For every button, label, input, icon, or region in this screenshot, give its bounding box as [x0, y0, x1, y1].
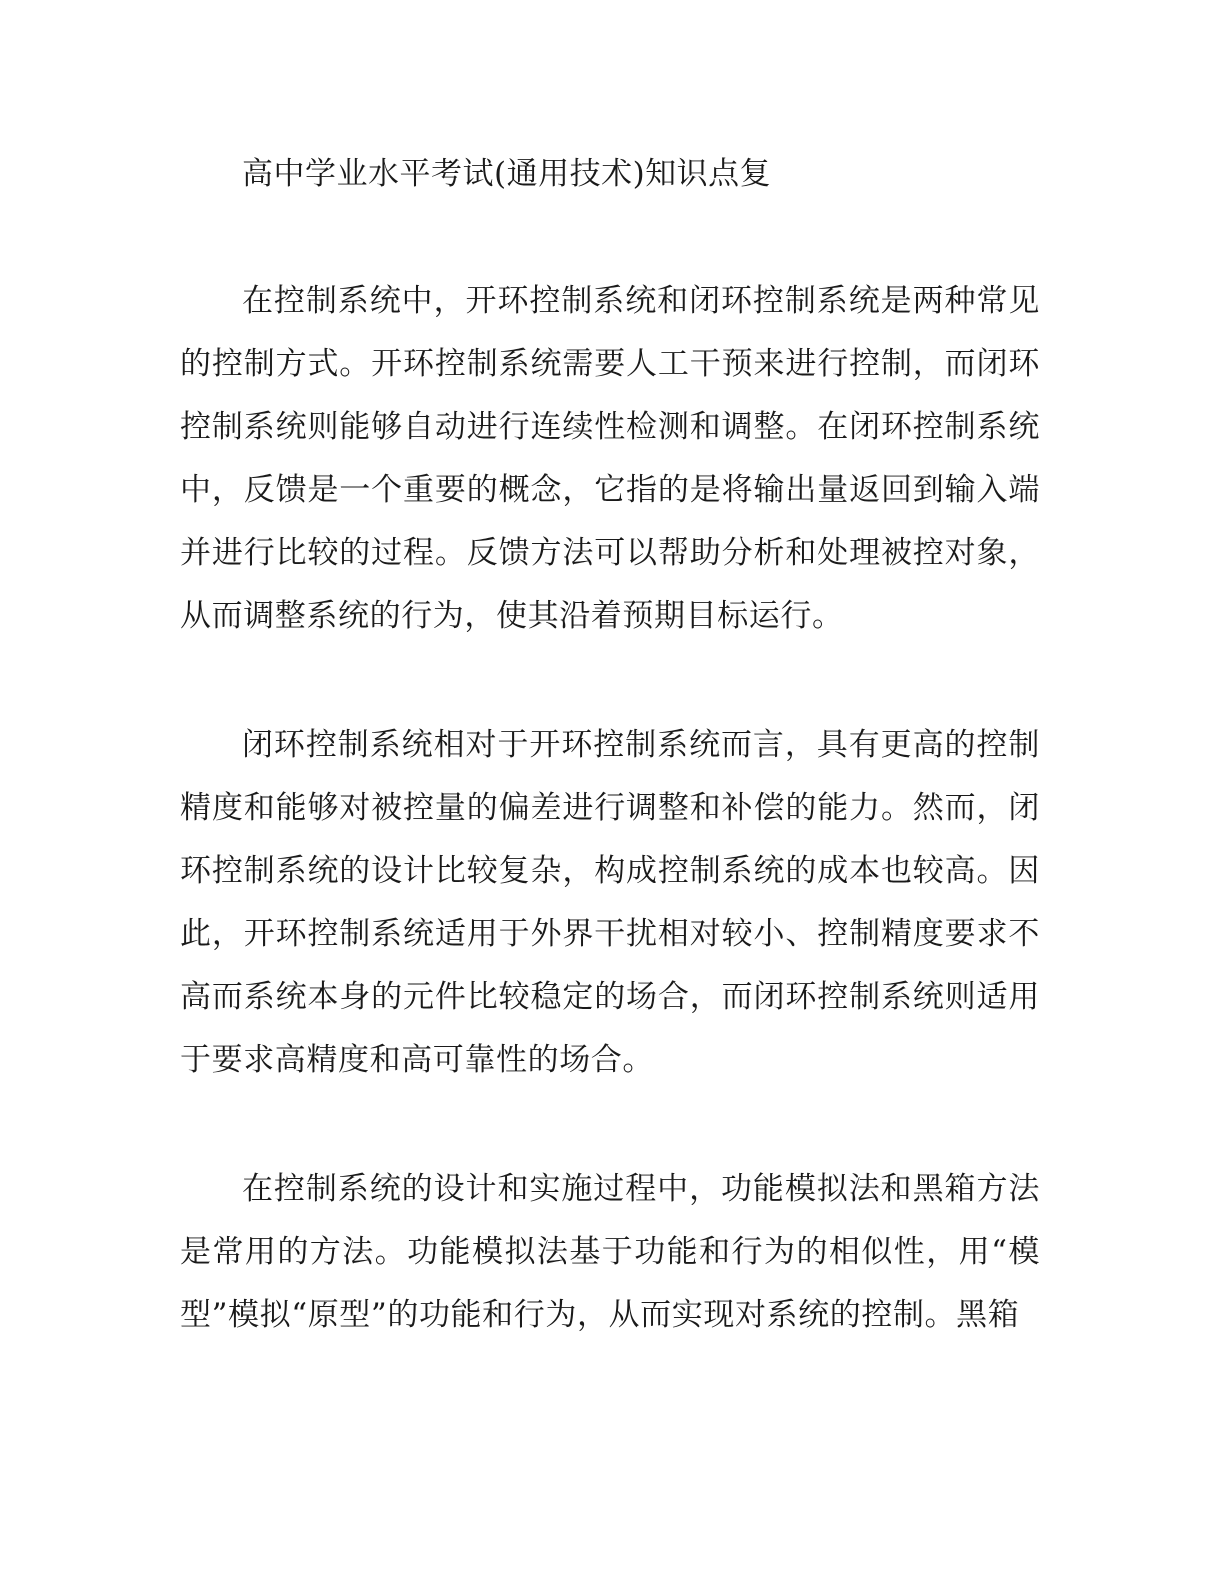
paragraph-closed-loop-comparison: 闭环控制系统相对于开环控制系统而言，具有更高的控制精度和能够对被控量的偏差进行调整和补偿的能力。然而，闭环控制系统的设计比较复杂，构成控制系统的成本也较高。因此，开环控制系统适用于外界干扰相对较小、控制精度要求不高而系统本身的元件比较稳定的场合，而闭环控制系统则适用于要求高精度和高可靠性的场合。: [180, 727, 1040, 1078]
document-page: [180, 0, 1040, 1584]
document-title: 高中学业水平考试(通用技术)知识点复: [242, 156, 772, 192]
paragraph-design-methods: 在控制系统的设计和实施过程中，功能模拟法和黑箱方法是常用的方法。功能模拟法基于功能和行为的相似性，用“模型”模拟“原型”的功能和行为，从而实现对系统的控制。黑箱: [180, 1171, 1040, 1333]
paragraph-open-closed-loop: 在控制系统中，开环控制系统和闭环控制系统是两种常见的控制方式。开环控制系统需要人工干预来进行控制，而闭环控制系统则能够自动进行连续性检测和调整。在闭环控制系统中，反馈是一个重要的概念，它指的是将输出量返回到输入端并进行比较的过程。反馈方法可以帮助分析和处理被控对象，从而调整系统的行为，使其沿着预期目标运行。: [180, 283, 1040, 634]
